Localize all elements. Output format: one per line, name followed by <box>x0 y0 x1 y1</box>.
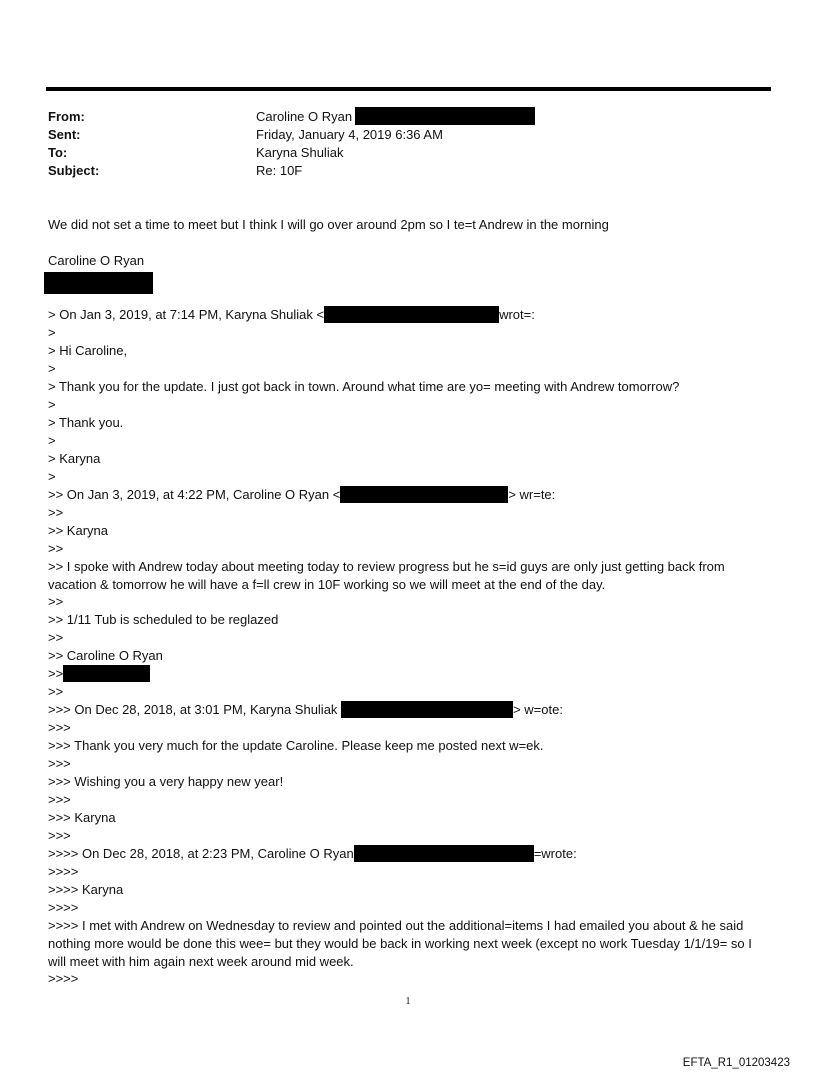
quote-line: >> Karyna <box>48 523 108 538</box>
sent-label: Sent: <box>48 127 81 142</box>
quote-line-1: > On Jan 3, 2019, at 7:14 PM, Karyna Shuliak < wrot=: <box>48 307 535 322</box>
quote-paragraph: >>>> I met with Andrew on Wednesday to review and pointed out the additional=items I had emailed you about & he said nothing more would be done this wee= but they would be back in working next week (except no work Tuesday 1/1/19= so I will meet with him again next week around mid week. <box>48 918 752 969</box>
quote-line: >>> Wishing you a very happy new year! <box>48 774 284 789</box>
quote-line: >>> Thank you very much for the update Caroline. Please keep me posted next w=ek. <box>48 738 544 753</box>
page-number: 1 <box>405 996 411 1007</box>
quote-line: > <box>48 397 56 412</box>
quote-line: >>>> Karyna <box>48 882 124 897</box>
quote-line: >>> <box>48 756 71 771</box>
quote-line: > Karyna <box>48 451 101 466</box>
quote-line: >>>> <box>48 900 79 915</box>
document-id: EFTA_R1_01203423 <box>682 1057 790 1069</box>
quote-line: > Hi Caroline, <box>48 343 128 358</box>
quote-line: >> <box>48 630 64 645</box>
redaction-email <box>324 306 499 323</box>
from-value: Caroline O Ryan <box>256 109 353 124</box>
quote-line: >> <box>48 594 64 609</box>
subject-label: Subject: <box>48 163 100 178</box>
signature: Caroline O Ryan <box>48 253 145 268</box>
redaction-signature-phone <box>44 272 153 294</box>
to-label: To: <box>48 145 68 160</box>
intro-text: We did not set a time to meet but I think I will go over around 2pm so I te=t Andrew in the morning <box>48 217 609 232</box>
quote-line: >>>> <box>48 971 79 986</box>
quote-line: > Thank you. <box>48 415 124 430</box>
quote-line: >> <box>48 684 64 699</box>
quote-line: >> 1/11 Tub is scheduled to be reglazed <box>48 612 279 627</box>
quote-line: >>> <box>48 792 71 807</box>
quote-line: > Thank you for the update. I just got back in town. Around what time are yo= meeting with Andrew tomorrow? <box>48 379 680 394</box>
to-value: Karyna Shuliak <box>256 145 344 160</box>
quote-line-4: >>>> On Dec 28, 2018, at 2:23 PM, Caroline O Ryan =wrote: <box>48 846 577 861</box>
header-rule <box>46 87 771 91</box>
quote-line: >>> <box>48 720 71 735</box>
redaction-email <box>341 701 513 718</box>
quote-line-2: >> On Jan 3, 2019, at 4:22 PM, Caroline O Ryan < > wr=te: <box>48 487 556 502</box>
from-label: From: <box>48 109 85 124</box>
redaction-from-email <box>355 107 535 125</box>
redaction-email <box>340 486 508 503</box>
quote-line: >> Caroline O Ryan <box>48 648 163 663</box>
sent-value: Friday, January 4, 2019 6:36 AM <box>256 127 443 142</box>
quote-line: >>> <box>48 828 71 843</box>
quote-line: > <box>48 469 56 484</box>
quote-line-3: >>> On Dec 28, 2018, at 3:01 PM, Karyna Shuliak > w=ote: <box>48 702 563 717</box>
quote-line: > <box>48 325 56 340</box>
quote-line: >> <box>48 541 64 556</box>
quote-line: >>> Karyna <box>48 810 116 825</box>
quote-line: > <box>48 433 56 448</box>
quote-line: > <box>48 361 56 376</box>
quote-paragraph: >> I spoke with Andrew today about meeting today to review progress but he s=id guys are only just getting back from vacation & tomorrow he will have a f=ll crew in 10F working so we will meet at the end of the day. <box>48 559 725 592</box>
redaction-email <box>354 845 534 862</box>
quote-line: >> <box>48 665 150 683</box>
subject-value: Re: 10F <box>256 163 303 178</box>
redaction-phone <box>63 665 150 682</box>
quote-line: >>>> <box>48 864 79 879</box>
quote-line: >> <box>48 505 64 520</box>
